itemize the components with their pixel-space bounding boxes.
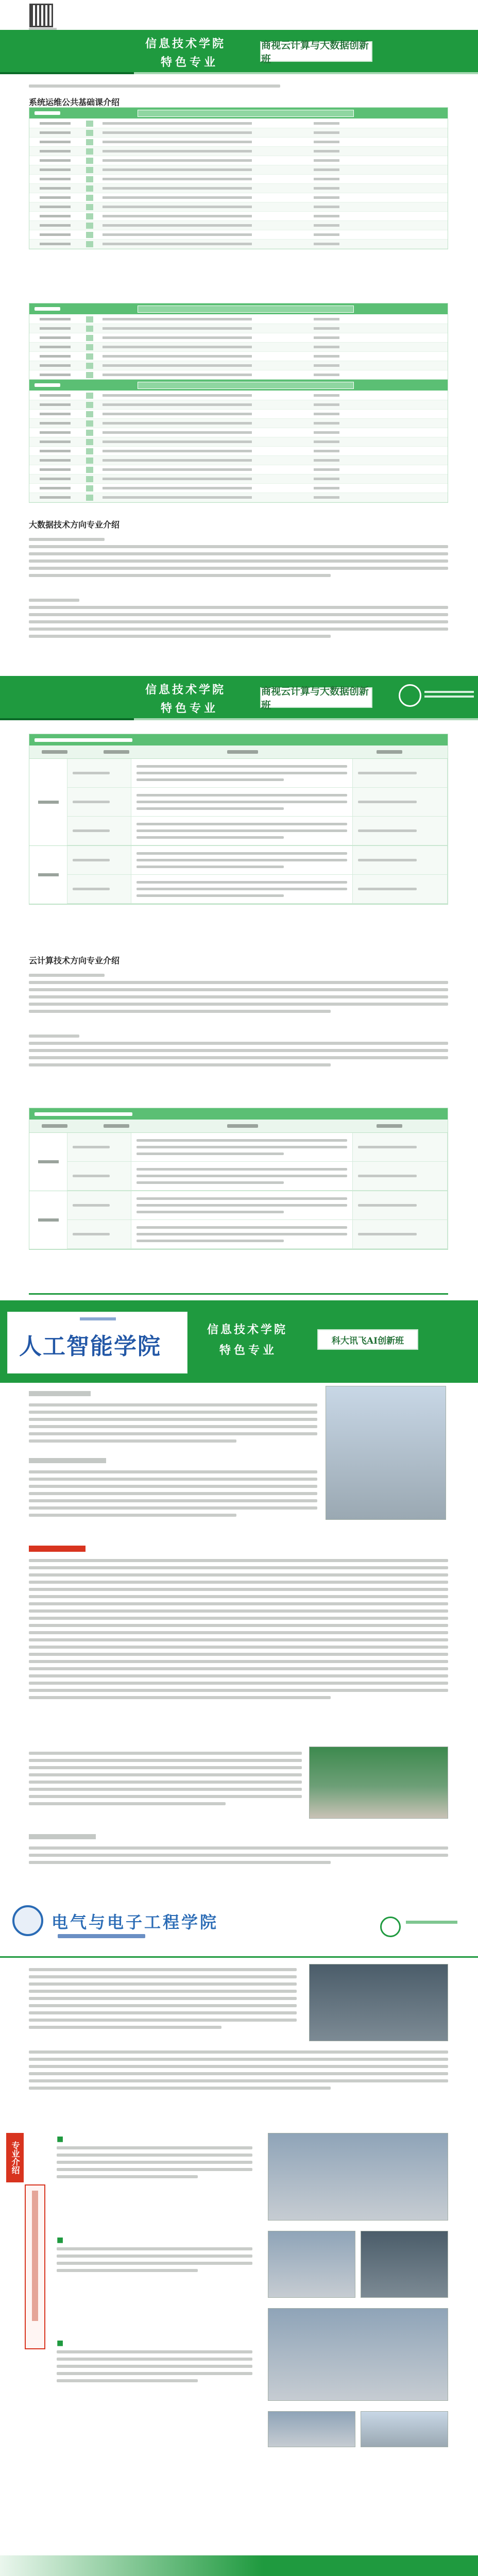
banner-program-name: 商视云计算与大数据创新班: [260, 41, 372, 62]
table-header-label: [35, 111, 60, 115]
school-logo-icon: [399, 684, 421, 707]
ai-college-logo: [7, 1312, 187, 1374]
table-row: [29, 324, 448, 333]
public-course-intro: [29, 84, 448, 92]
course-thumb-icon: [86, 213, 93, 219]
it-college-banner: [0, 30, 478, 74]
school-logo-text: [424, 688, 474, 703]
course-thumb-icon: [86, 195, 93, 201]
logo-small-caption: [80, 1317, 116, 1320]
course-thumb-icon: [86, 495, 93, 501]
ee-banner: [0, 2555, 478, 2576]
course-table-header: [29, 108, 448, 119]
banner-college-title: 信息技术学院: [145, 38, 226, 50]
table-row: [29, 419, 448, 428]
ee-intro-paragraph-2: [29, 2050, 448, 2094]
course-thumb-icon: [86, 241, 93, 247]
ee-college-header: [0, 1896, 478, 1958]
course-thumb-icon: [86, 467, 93, 473]
banner-program-name: 科大讯飞AI创新班: [317, 1329, 418, 1350]
table-row: [67, 1133, 448, 1162]
table-row: [67, 875, 448, 904]
course-thumb-icon: [86, 204, 93, 210]
bigdata-jobs-table: [29, 734, 448, 905]
table-row: [29, 493, 448, 502]
major-block-text: [57, 2146, 252, 2182]
ai-prospect-heading: [29, 1834, 96, 1839]
bigdata-heading: 大数据技术方向专业介绍: [29, 520, 120, 530]
major-block-heading: [57, 2339, 103, 2345]
major-section: [0, 2133, 478, 2452]
ai-college-banner: [0, 1300, 478, 1383]
table-header-title: [138, 306, 354, 313]
course-thumb-icon: [86, 232, 93, 238]
table-row: [67, 788, 448, 817]
table-row: [29, 165, 448, 175]
banner-program-name: 商视云计算与大数据创新班: [260, 687, 372, 708]
course-thumb-icon: [86, 430, 93, 436]
bigdata-paragraph-1: [29, 538, 448, 581]
table-row: [67, 846, 448, 875]
course-table-header: [29, 380, 448, 391]
table-row: [29, 400, 448, 410]
bigdata-paragraph-2: [29, 599, 448, 642]
course-thumb-icon: [86, 223, 93, 229]
table-row: [29, 333, 448, 343]
course-thumb-icon: [86, 402, 93, 408]
course-thumb-icon: [86, 448, 93, 454]
course-thumb-icon: [86, 185, 93, 192]
job-category-cell: [29, 1191, 67, 1249]
cloud-paragraph-2: [29, 1035, 448, 1071]
table-row: [29, 128, 448, 138]
table-row: [29, 230, 448, 240]
banner-college-subtitle: 特色专业: [219, 1344, 278, 1357]
course-thumb-icon: [86, 363, 93, 369]
course-thumb-icon: [86, 176, 93, 182]
qr-code-icon: [31, 5, 52, 26]
table-row: [67, 1191, 448, 1220]
table-row: [29, 156, 448, 165]
table-row: [29, 221, 448, 230]
lab-photo-image: [268, 2133, 448, 2221]
course-thumb-icon: [86, 326, 93, 332]
table-row: [29, 138, 448, 147]
cloud-divider: [29, 1293, 448, 1295]
banner-accent-bar: [0, 72, 134, 74]
major-block-heading: [57, 2236, 103, 2242]
course-thumb-icon: [86, 353, 93, 360]
table-row: [29, 240, 448, 249]
course-thumb-icon: [86, 393, 93, 399]
table-row: [67, 759, 448, 788]
course-thumb-icon: [86, 485, 93, 492]
table-row: [67, 817, 448, 845]
table-row: [29, 391, 448, 400]
course-thumb-icon: [86, 372, 93, 378]
table-row: [29, 343, 448, 352]
ee-intro-paragraph: [29, 1968, 297, 2033]
lab-photo-image: [361, 2231, 448, 2298]
cloud-heading: 云计算技术方向专业介绍: [29, 956, 120, 965]
table-row: [29, 193, 448, 202]
table-row: [29, 456, 448, 465]
table-header-label: [35, 383, 60, 387]
major-block-heading: [57, 2135, 103, 2141]
public-course-heading: 系统运维公共基础课介绍: [29, 97, 120, 107]
table-row: [29, 428, 448, 437]
ee-college-motto: [58, 1934, 145, 1938]
banner-accent-bar: [0, 718, 134, 720]
table-row: [29, 175, 448, 184]
table-row: [67, 1220, 448, 1249]
major-block-text: [57, 2247, 252, 2276]
ee-banner-title: [242, 2573, 377, 2576]
table-row: [29, 184, 448, 193]
job-category-cell: [29, 759, 67, 845]
table-row: [29, 315, 448, 324]
major-tag: 专业介绍: [6, 2133, 24, 2182]
ai-feature-list: [29, 1559, 448, 1703]
course-thumb-icon: [86, 420, 93, 427]
lab-photo-image: [268, 2231, 355, 2298]
jobs-table-caption: [35, 1112, 132, 1116]
major-name-box: [25, 2184, 45, 2349]
course-thumb-icon: [86, 335, 93, 341]
ee-college-title: 电气与电子工程学院: [52, 1912, 219, 1932]
table-row: [29, 119, 448, 128]
table-row: [29, 361, 448, 370]
course-thumb-icon: [86, 316, 93, 323]
cloud-paragraph-1: [29, 974, 448, 1017]
ai-intro-heading: [29, 1391, 91, 1396]
campus-building-image: [326, 1386, 446, 1520]
ai-prospect-paragraph: [29, 1752, 302, 1809]
major-block-text: [57, 2350, 252, 2386]
table-row: [67, 1162, 448, 1191]
course-thumb-icon: [86, 411, 93, 417]
course-thumb-icon: [86, 344, 93, 350]
course-thumb-icon: [86, 148, 93, 155]
school-logo-icon: [380, 1917, 401, 1937]
course-thumb-icon: [86, 139, 93, 145]
ai-news-paragraph: [29, 1470, 317, 1521]
table-header-title: [138, 110, 354, 117]
ai-feature-heading: [29, 1546, 86, 1552]
banner-college-title: 信息技术学院: [145, 684, 226, 697]
table-row: [29, 202, 448, 212]
course-thumb-icon: [86, 476, 93, 482]
table-row: [29, 147, 448, 156]
course-table: [29, 303, 448, 380]
table-row: [29, 352, 448, 361]
course-table: [29, 379, 448, 503]
course-table: [29, 107, 448, 249]
table-row: [29, 465, 448, 474]
cloud-jobs-table: [29, 1108, 448, 1250]
ai-news-heading: [29, 1458, 106, 1463]
course-thumb-icon: [86, 457, 93, 464]
lab-photo-image: [361, 2411, 448, 2447]
job-category-cell: [29, 1133, 67, 1191]
school-logo-text: [406, 1921, 457, 1924]
banner-college-subtitle: 特色专业: [161, 702, 219, 715]
ai-outlook-paragraph: [29, 1846, 448, 1868]
course-thumb-icon: [86, 121, 93, 127]
course-thumb-icon: [86, 439, 93, 445]
table-row: [29, 474, 448, 484]
lab-photo-image: [268, 2411, 355, 2447]
banner-college-title: 信息技术学院: [207, 1324, 288, 1336]
table-header-label: [35, 307, 60, 311]
banner-college-subtitle: 特色专业: [161, 56, 219, 69]
table-row: [29, 447, 448, 456]
course-table-header: [29, 303, 448, 315]
table-row: [29, 410, 448, 419]
ai-intro-paragraph: [29, 1403, 317, 1447]
lab-photo-image: [268, 2308, 448, 2401]
course-thumb-icon: [86, 158, 93, 164]
job-category-cell: [29, 846, 67, 904]
ai-logo-text: 人工智能学院: [19, 1333, 161, 1360]
lecturer-portrait-image: [309, 1964, 448, 2041]
table-header-title: [138, 382, 354, 389]
school-emblem-icon: [12, 1905, 43, 1936]
course-thumb-icon: [86, 130, 93, 136]
students-group-photo: [309, 1747, 448, 1819]
it-college-banner-2: [0, 676, 478, 720]
table-row: [29, 437, 448, 447]
table-row: [29, 370, 448, 380]
table-row: [29, 484, 448, 493]
jobs-table-caption: [35, 738, 132, 742]
table-row: [29, 212, 448, 221]
course-thumb-icon: [86, 167, 93, 173]
